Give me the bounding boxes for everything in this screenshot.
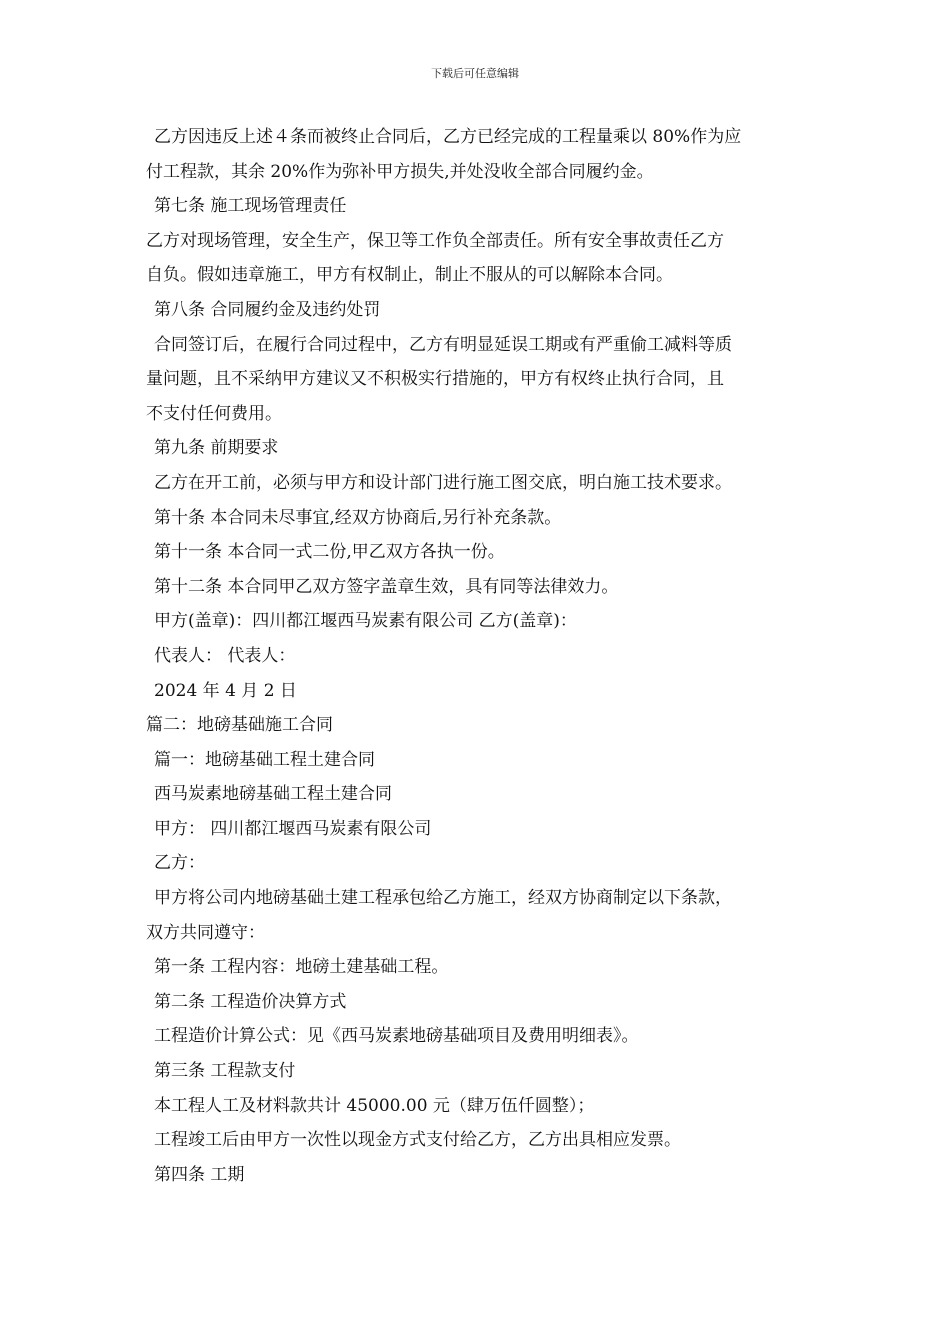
text-line: 合同签订后，在履行合同过程中，乙方有明显延误工期或有严重偷工减料等质 [154, 334, 732, 355]
text-line: 甲方(盖章)：四川都江堰西马炭素有限公司 乙方(盖章)： [154, 611, 577, 632]
text-line: 付工程款，其余 20%作为弥补甲方损失,并处没收全部合同履约金。 [146, 161, 654, 182]
text-line: 乙方在开工前，必须与甲方和设计部门进行施工图交底，明白施工技术要求。 [154, 472, 732, 493]
text-line: 第四条 工期 [154, 1164, 245, 1185]
text-line: 工程竣工后由甲方一次性以现金方式支付给乙方，乙方出具相应发票。 [154, 1130, 681, 1151]
text-line: 第十一条 本合同一式二份,甲乙双方各执一份。 [154, 542, 505, 563]
text-line: 篇一：地磅基础工程土建合同 [154, 749, 375, 770]
text-line: 自负。假如违章施工，甲方有权制止，制止不服从的可以解除本合同。 [146, 265, 673, 286]
text-line: 第八条 合同履约金及违约处罚 [154, 299, 381, 320]
text-line: 代表人： 代表人： [154, 645, 296, 666]
text-line: 第十二条 本合同甲乙双方签字盖章生效，具有同等法律效力。 [154, 576, 619, 597]
text-line: 量问题，且不采纳甲方建议又不积极实行措施的，甲方有权终止执行合同，且 [146, 369, 724, 390]
text-line: 第十条 本合同未尽事宜,经双方协商后,另行补充条款。 [154, 507, 562, 528]
text-line: 不支付任何费用。 [146, 403, 282, 424]
text-line: 篇二：地磅基础施工合同 [146, 715, 333, 736]
text-line: 双方共同遵守： [146, 922, 265, 943]
text-line: 本工程人工及材料款共计 45000.00 元（肆万伍仟圆整）； [154, 1095, 595, 1116]
text-line: 第二条 工程造价决算方式 [154, 991, 347, 1012]
text-line: 甲方将公司内地磅基础土建工程承包给乙方施工，经双方协商制定以下条款， [154, 888, 732, 909]
text-line: 第九条 前期要求 [154, 438, 279, 459]
text-line: 2024 年 4 月 2 日 [154, 680, 297, 701]
document-body [146, 120, 814, 1192]
text-line: 第一条 工程内容：地磅土建基础工程。 [154, 957, 449, 978]
text-line: 甲方： 四川都江堰西马炭素有限公司 [154, 818, 432, 839]
text-line: 工程造价计算公式：见《西马炭素地磅基础项目及费用明细表》。 [154, 1026, 639, 1047]
text-line: 第七条 施工现场管理责任 [154, 196, 347, 217]
page-header-note: 下载后可任意编辑 [431, 67, 519, 80]
text-line: 第三条 工程款支付 [154, 1061, 296, 1082]
text-line: 乙方因违反上述４条而被终止合同后，乙方已经完成的工程量乘以 80%作为应 [154, 127, 742, 147]
text-line: 西马炭素地磅基础工程土建合同 [154, 784, 392, 805]
text-line: 乙方对现场管理，安全生产，保卫等工作负全部责任。所有安全事故责任乙方 [146, 230, 724, 251]
text-line: 乙方： [154, 853, 205, 874]
